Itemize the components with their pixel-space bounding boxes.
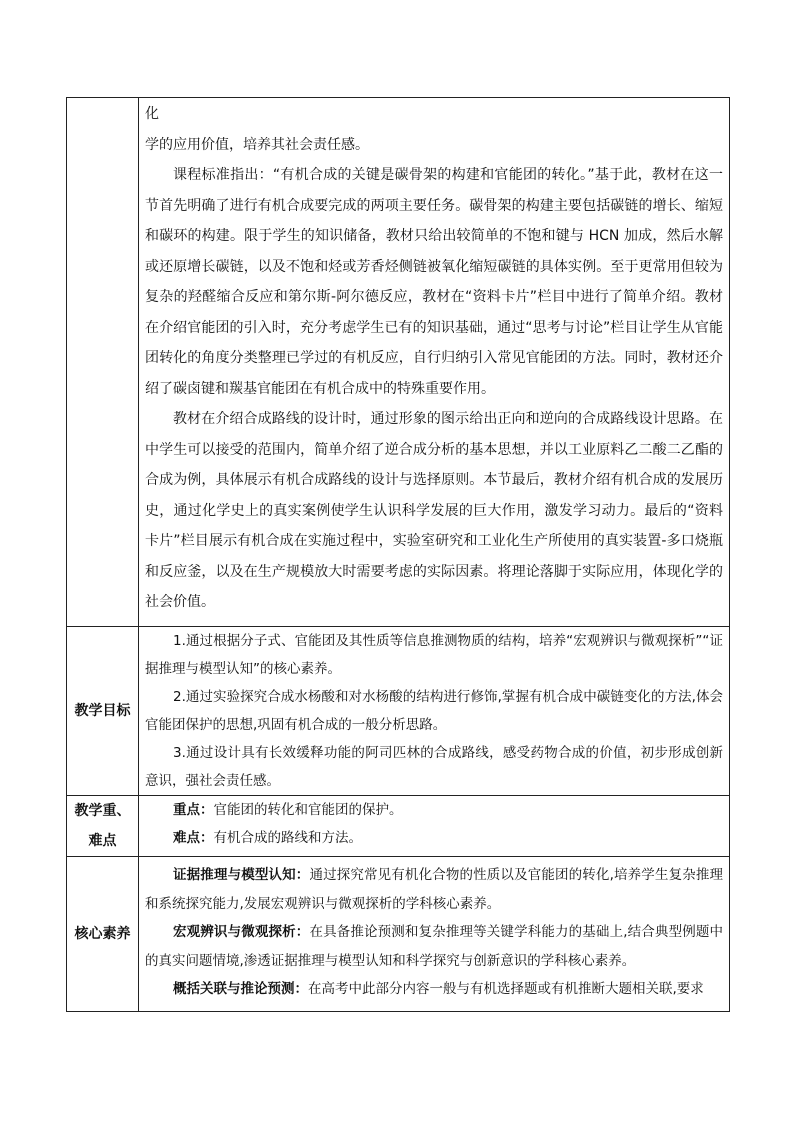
focus-text: 官能团的转化和官能团的保护。: [213, 802, 403, 818]
intro-paragraph-3: 教材在介绍合成路线的设计时，通过形象的图示给出正向和逆向的合成路线设计思路。在中学生可以接受的范围内，简单介绍了逆合成分析的基本思想，并以工业原料乙二酸二乙酯的合成为例，具体展示有机合成路线的设计与选择原则。本节最后，教材介绍有机合成的发展历史，通过化学史上的真实案例使学生认识科学发展的巨大作用，激发学习动力。最后的“资料卡片”栏目展示有机合成在实施过程中，实验室研究和工业化生产所使用的真实装置-多口烧瓶和反应釜，以及在生产规模放大时需要考虑的实际因素。将理论落脚于实际应用，体现化学的社会价值。: [145, 411, 723, 610]
core-item-1-text: 通过探究常见有机化合物的性质以及官能团的转化,培养学生复杂推理和系统探究能力,发展宏观辨识与微观探析的学科核心素养。: [145, 867, 724, 912]
key-difficulty-label-line1: 教学重、: [74, 803, 131, 819]
lesson-plan-table: [66, 97, 730, 1012]
core-literacy-row: [67, 857, 730, 1012]
core-literacy-label: 核心素养: [74, 926, 131, 942]
textbook-analysis-label-cell: [67, 98, 139, 627]
core-literacy-content-cell: [139, 857, 730, 1012]
core-item-3: [145, 975, 723, 1004]
focus-line: [145, 796, 723, 824]
core-item-1-title: 证据推理与模型认知：: [173, 867, 310, 883]
teaching-goals-label-cell: [67, 627, 139, 796]
core-item-1: [145, 861, 723, 918]
core-item-2-title: 宏观辨识与微观探析：: [173, 924, 310, 940]
goal-item-3: 3.通过设计具有长效缓释功能的阿司匹林的合成路线，感受药物合成的价值，初步形成创新意识，强社会责任感。: [145, 745, 723, 789]
core-literacy-label-cell: [67, 857, 139, 1012]
goal-item-1: 1.通过根据分子式、官能团及其性质等信息推测物质的结构，培养“宏观辨识与微观探析”“证据推理与模型认知”的核心素养。: [145, 633, 723, 677]
core-item-3-text: 在高考中此部分内容一般与有机选择题或有机推断大题相关联,要求: [308, 981, 704, 997]
teaching-goals-content-cell: [139, 627, 730, 796]
core-item-2: [145, 918, 723, 975]
key-difficulty-label-line2: 难点: [88, 833, 117, 849]
key-difficulty-row: [67, 796, 730, 857]
teaching-goals-label: 教学目标: [74, 703, 131, 719]
intro-paragraph-1: 学的应用价值，培养其社会责任感。: [145, 136, 369, 153]
difficulty-label: 难点：: [173, 830, 214, 846]
continued-char: 化: [145, 106, 159, 122]
key-difficulty-label-cell: [67, 796, 139, 857]
goal-item-2: 2.通过实验探究合成水杨酸和对水杨酸的结构进行修饰,掌握有机合成中碳链变化的方法,体会官能团保护的思想,巩固有机合成的一般分析思路。: [145, 689, 723, 733]
focus-label: 重点：: [173, 802, 214, 818]
key-difficulty-content-cell: [139, 796, 730, 857]
textbook-analysis-row: [67, 98, 730, 627]
core-item-2-text: 在具备推论预测和复杂推理等关键学科能力的基础上,结合典型例题中的真实问题情境,渗透证据推理与模型认知和科学探究与创新意识的学科核心素养。: [145, 924, 724, 969]
difficulty-line: [145, 824, 723, 852]
teaching-goals-row: [67, 627, 730, 796]
difficulty-text: 有机合成的路线和方法。: [213, 830, 362, 846]
intro-paragraph-2: 课程标准指出：“有机合成的关键是碳骨架的构建和官能团的转化。”基于此，教材在这一节首先明确了进行有机合成要完成的两项主要任务。碳骨架的构建主要包括碳链的增长、缩短和碳环的构建。限于学生的知识储备，教材只给出较简单的不饱和键与 HCN 加成，然后水解或还原增长碳链，以及不饱和烃或芳香烃侧链被氧化缩短碳链的具体实例。至于更常用但较为复杂的羟醛缩合反应和第尔斯-阿尔德反应，教材在“资料卡片”栏目中进行了简单介绍。教材在介绍官能团的引入时，充分考虑学生已有的知识基础，通过“思考与讨论”栏目让学生从官能团转化的角度分类整理已学过的有机反应，自行归纳引入常见官能团的方法。同时，教材还介绍了碳卤键和羰基官能团在有机合成中的特殊重要作用。: [145, 167, 723, 397]
core-item-3-title: 概括关联与推论预测：: [173, 981, 308, 997]
textbook-analysis-content-cell: [139, 98, 730, 627]
